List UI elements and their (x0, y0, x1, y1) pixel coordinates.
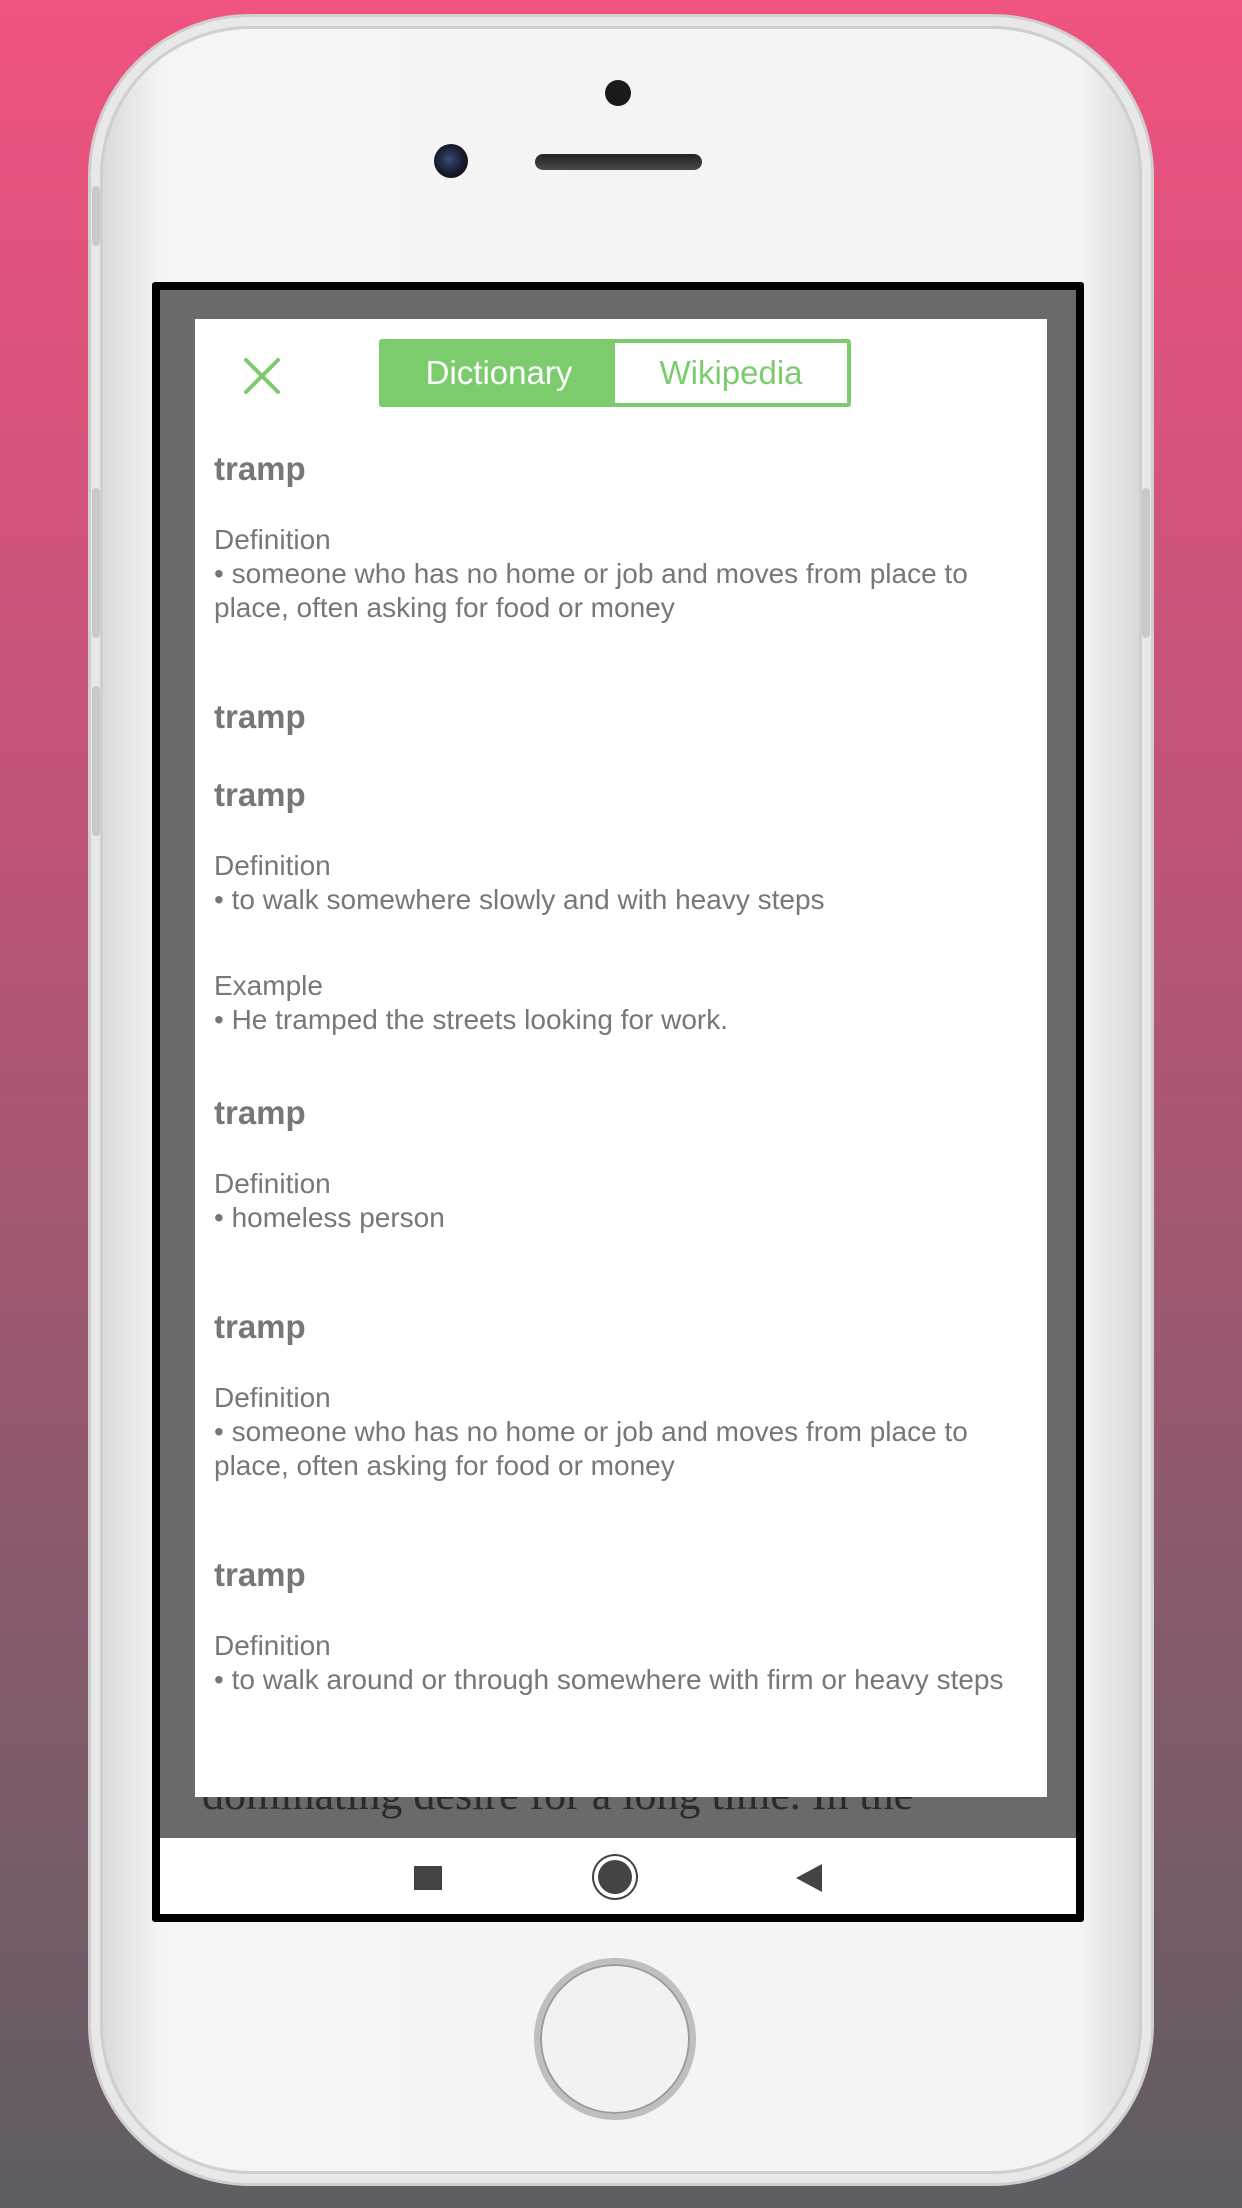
recent-apps-button[interactable] (414, 1866, 442, 1890)
mute-switch (92, 186, 100, 246)
definition-text: • someone who has no home or job and moves from place to place, often asking for food or money (214, 558, 968, 623)
list-item (214, 1307, 1034, 1483)
tab-dictionary[interactable]: Dictionary (383, 343, 615, 403)
close-icon (237, 351, 287, 401)
phone-home-button[interactable] (534, 1958, 696, 2120)
back-button[interactable] (796, 1864, 822, 1892)
definition-label: Definition (214, 1382, 331, 1413)
example-label: Example (214, 970, 323, 1001)
front-camera-icon (434, 144, 468, 178)
close-button[interactable] (237, 351, 287, 401)
entry-word: tramp (214, 1556, 306, 1593)
definition-text: • to walk somewhere slowly and with heavy steps (214, 884, 825, 915)
sensor-dot (605, 80, 631, 106)
tab-wikipedia[interactable]: Wikipedia (615, 343, 847, 403)
list-item (214, 1555, 1034, 1697)
source-tabs (379, 339, 851, 407)
screen-content (160, 290, 1076, 1914)
example-text: • He tramped the streets looking for work. (214, 1004, 729, 1035)
entry-word: tramp (214, 1094, 306, 1131)
entry-word: tramp (214, 450, 306, 487)
volume-up-button (92, 488, 100, 638)
definition-label: Definition (214, 1168, 331, 1199)
definition-label: Definition (214, 1630, 331, 1661)
definition-label: Definition (214, 524, 331, 555)
volume-down-button (92, 686, 100, 836)
list-item (214, 1093, 1034, 1235)
phone-screen (152, 282, 1084, 1922)
entry-word: tramp (214, 1308, 306, 1345)
definition-text: • to walk around or through somewhere with firm or heavy steps (214, 1664, 1004, 1695)
dictionary-popup (195, 319, 1047, 1797)
list-item (214, 449, 1034, 625)
home-nav-button[interactable] (598, 1860, 632, 1894)
entry-word: tramp (214, 776, 306, 813)
entry-word: tramp (214, 698, 306, 735)
definition-text: • homeless person (214, 1202, 445, 1233)
definition-text: • someone who has no home or job and moves from place to place, often asking for food or money (214, 1416, 968, 1481)
list-item (214, 697, 1034, 737)
earpiece-speaker (535, 154, 702, 170)
android-nav-bar (160, 1838, 1076, 1914)
power-button (1142, 488, 1150, 638)
definition-label: Definition (214, 850, 331, 881)
list-item (214, 775, 1034, 1037)
phone-frame (100, 26, 1142, 2174)
